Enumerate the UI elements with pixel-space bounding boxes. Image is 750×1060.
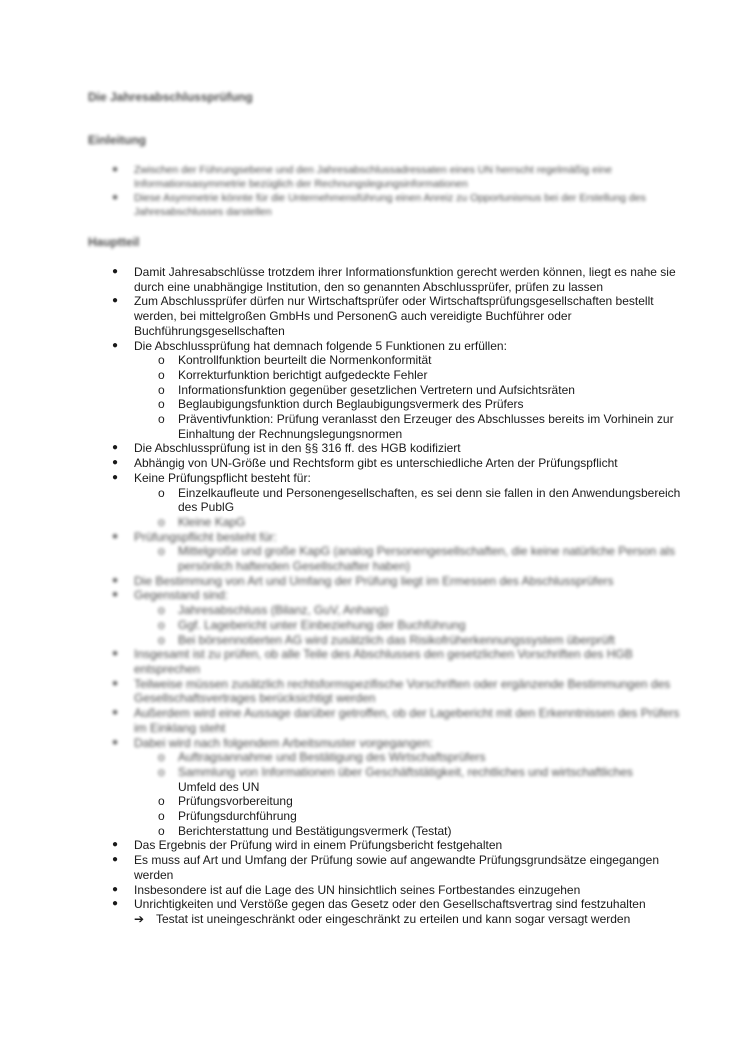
arrow-right-icon: ➔: [134, 911, 145, 926]
list-item: ● Insbesondere ist auf die Lage des UN hinsichtlich seines Fortbestandes einzugehen: [112, 882, 581, 897]
sub-item: o Prüfungsvorbereitung: [158, 794, 293, 809]
sub-item: o Korrekturfunktion berichtigt aufgedeckte Fehler: [158, 367, 428, 382]
bullet-icon: ●: [112, 442, 119, 454]
circle-bullet-icon: o: [158, 809, 165, 824]
sub-item: o Kleine KapG: [158, 514, 246, 529]
bullet-icon: ●: [112, 295, 119, 307]
list-item: ● Die Abschlussprüfung hat demnach folgende 5 Funktionen zu erfüllen:: [112, 338, 507, 353]
main-list: [112, 265, 692, 927]
list-item: ● Gegenstand sind:: [112, 588, 229, 603]
bullet-icon: ●: [112, 589, 119, 601]
bullet-icon: ●: [112, 471, 119, 483]
circle-bullet-icon: o: [158, 544, 165, 559]
list-item: ● Zum Abschlussprüfer dürfen nur Wirtschaftsprüfer oder Wirtschaftsprüfungsgesellschaften bestellt werden, bei mittelgroßen GmbHs und PersonenG auch vereidigte Buchführer oder Buchführungsgesellschaften: [112, 294, 654, 338]
sub-item-continuation: Umfeld des UN: [178, 779, 260, 794]
sub-item: o Bei börsennotierten AG wird zusätzlich das Risikofrüherkennungssystem überprüft: [158, 632, 615, 647]
list-item: ● Teilweise müssen zusätzlich rechtsformspezifische Vorschriften oder ergänzende Bestimmungen des Gesellschaftsvertrages berücksichtigt werden: [112, 676, 671, 706]
document-title: Die Jahresabschlussprüfung: [88, 90, 253, 104]
bullet-icon: ●: [112, 854, 119, 866]
list-item: ● Dabei wird nach folgendem Arbeitsmuster vorgegangen:: [112, 735, 433, 750]
bullet-icon: ●: [112, 707, 119, 719]
list-item: ● Zwischen der Führungsebene und den Jahresabschlussadressaten eines UN herrscht regelmäßig eine Informationsasymmetrie bezüglich der Rechnungslegungsinformationen: [112, 164, 613, 190]
sub-item: o Ggf. Lagebericht unter Einbeziehung der Buchführung: [158, 617, 466, 632]
bullet-icon: ●: [112, 266, 119, 277]
heading-hauptteil: Hauptteil: [88, 235, 140, 249]
list-item: ● Insgesamt ist zu prüfen, ob alle Teile des Abschlusses den gesetzlichen Vorschriften des HGB entsprechen: [112, 647, 633, 676]
list-item: ● Die Abschlussprüfung ist in den §§ 316 ff. des HGB kodifiziert: [112, 441, 461, 456]
sub-item: o Präventivfunktion: Prüfung veranlasst den Erzeuger des Abschlusses bereits im Vorhinein zur Einhaltung der Rechnungslegungsnormen: [158, 412, 674, 441]
circle-bullet-icon: o: [158, 750, 165, 765]
list-item: ● Unrichtigkeiten und Verstöße gegen das Gesetz oder den Gesellschaftsvertrag sind festzuhalten: [112, 897, 646, 912]
bullet-icon: ●: [112, 839, 119, 851]
bullet-icon: ●: [112, 677, 119, 689]
circle-bullet-icon: o: [158, 353, 165, 368]
sub-item: o Jahresabschluss (Bilanz, GuV, Anhang): [158, 603, 389, 618]
circle-bullet-icon: o: [158, 397, 165, 412]
blurred-region: [112, 515, 692, 780]
bullet-icon: ●: [112, 192, 119, 203]
sub-item: o Sammlung von Informationen über Geschäftstätigkeit, rechtliches und wirtschaftliches: [158, 764, 633, 779]
circle-bullet-icon: o: [158, 367, 165, 382]
list-item: ● Keine Prüfungspflicht besteht für:: [112, 470, 311, 485]
list-item: ● Prüfungspflicht besteht für:: [112, 529, 277, 544]
sub-item: o Prüfungsdurchführung: [158, 809, 297, 824]
sub-item: o Informationsfunktion gegenüber gesetzlichen Vertretern und Aufsichtsräten: [158, 382, 575, 397]
circle-bullet-icon: o: [158, 603, 165, 618]
sub-item: o Beglaubigungsfunktion durch Beglaubigungsvermerk des Prüfers: [158, 397, 524, 412]
arrow-item: ➔ Testat ist uneingeschränkt oder eingeschränkt zu erteilen und kann sogar versagt werden: [134, 911, 631, 926]
circle-bullet-icon: o: [158, 632, 165, 647]
circle-bullet-icon: o: [158, 412, 165, 427]
sub-item: o Mittelgroße und große KapG (analog Personengesellschaften, die keine natürliche Person als persönlich haftenden Gesellschafter haben): [158, 544, 675, 574]
sub-item: o Einzelkaufleute und Personengesellschaften, es sei denn sie fallen in den Anwendungsbereich des PublG: [158, 485, 681, 515]
list-item: ● Diese Asymmetrie könnte für die Unternehmensführung einen Anreiz zu Opportunismus bei der Erstellung des Jahresabschlusses darstellen: [112, 192, 646, 218]
list-item: ● Damit Jahresabschlüsse trotzdem ihrer Informationsfunktion gerecht werden können, liegt es nahe sie durch eine unabhängige Institution, den so genannten Abschlussprüfer, prüfen zu lassen: [112, 265, 676, 294]
list-item: ● Außerdem wird eine Aussage darüber getroffen, ob der Lagebericht mit den Erkenntnissen des Prüfers im Einklang steht: [112, 706, 680, 735]
sub-item: o Kontrollfunktion beurteilt die Normenkonformität: [158, 353, 432, 368]
list-item: ● Es muss auf Art und Umfang der Prüfung sowie auf angewandte Prüfungsgrundsätze eingegangen werden: [112, 853, 660, 882]
sub-item: o Berichterstattung und Bestätigungsvermerk (Testat): [158, 823, 452, 838]
circle-bullet-icon: o: [158, 382, 165, 397]
bullet-icon: ●: [112, 164, 119, 175]
circle-bullet-icon: o: [158, 823, 165, 838]
bullet-icon: ●: [112, 574, 119, 586]
circle-bullet-icon: o: [158, 514, 165, 529]
heading-einleitung: Einleitung: [88, 133, 146, 147]
bullet-icon: ●: [112, 648, 119, 660]
bullet-icon: ●: [112, 339, 119, 351]
circle-bullet-icon: o: [158, 764, 165, 779]
intro-list: [112, 163, 672, 219]
circle-bullet-icon: o: [158, 794, 165, 809]
bullet-icon: ●: [112, 898, 119, 910]
sub-item: o Auftragsannahme und Bestätigung des Wirtschaftsprüfers: [158, 750, 486, 765]
circle-bullet-icon: o: [158, 485, 165, 500]
list-item: ● Die Bestimmung von Art und Umfang der Prüfung liegt im Ermessen des Abschlussprüfers: [112, 573, 614, 588]
circle-bullet-icon: o: [158, 617, 165, 632]
bullet-icon: ●: [112, 457, 119, 469]
bullet-icon: ●: [112, 530, 119, 542]
list-item: ● Abhängig von UN-Größe und Rechtsform gibt es unterschiedliche Arten der Prüfungspflicht: [112, 456, 618, 471]
bullet-icon: ●: [112, 736, 119, 748]
bullet-icon: ●: [112, 883, 119, 895]
list-item: ● Das Ergebnis der Prüfung wird in einem Prüfungsbericht festgehalten: [112, 838, 503, 853]
